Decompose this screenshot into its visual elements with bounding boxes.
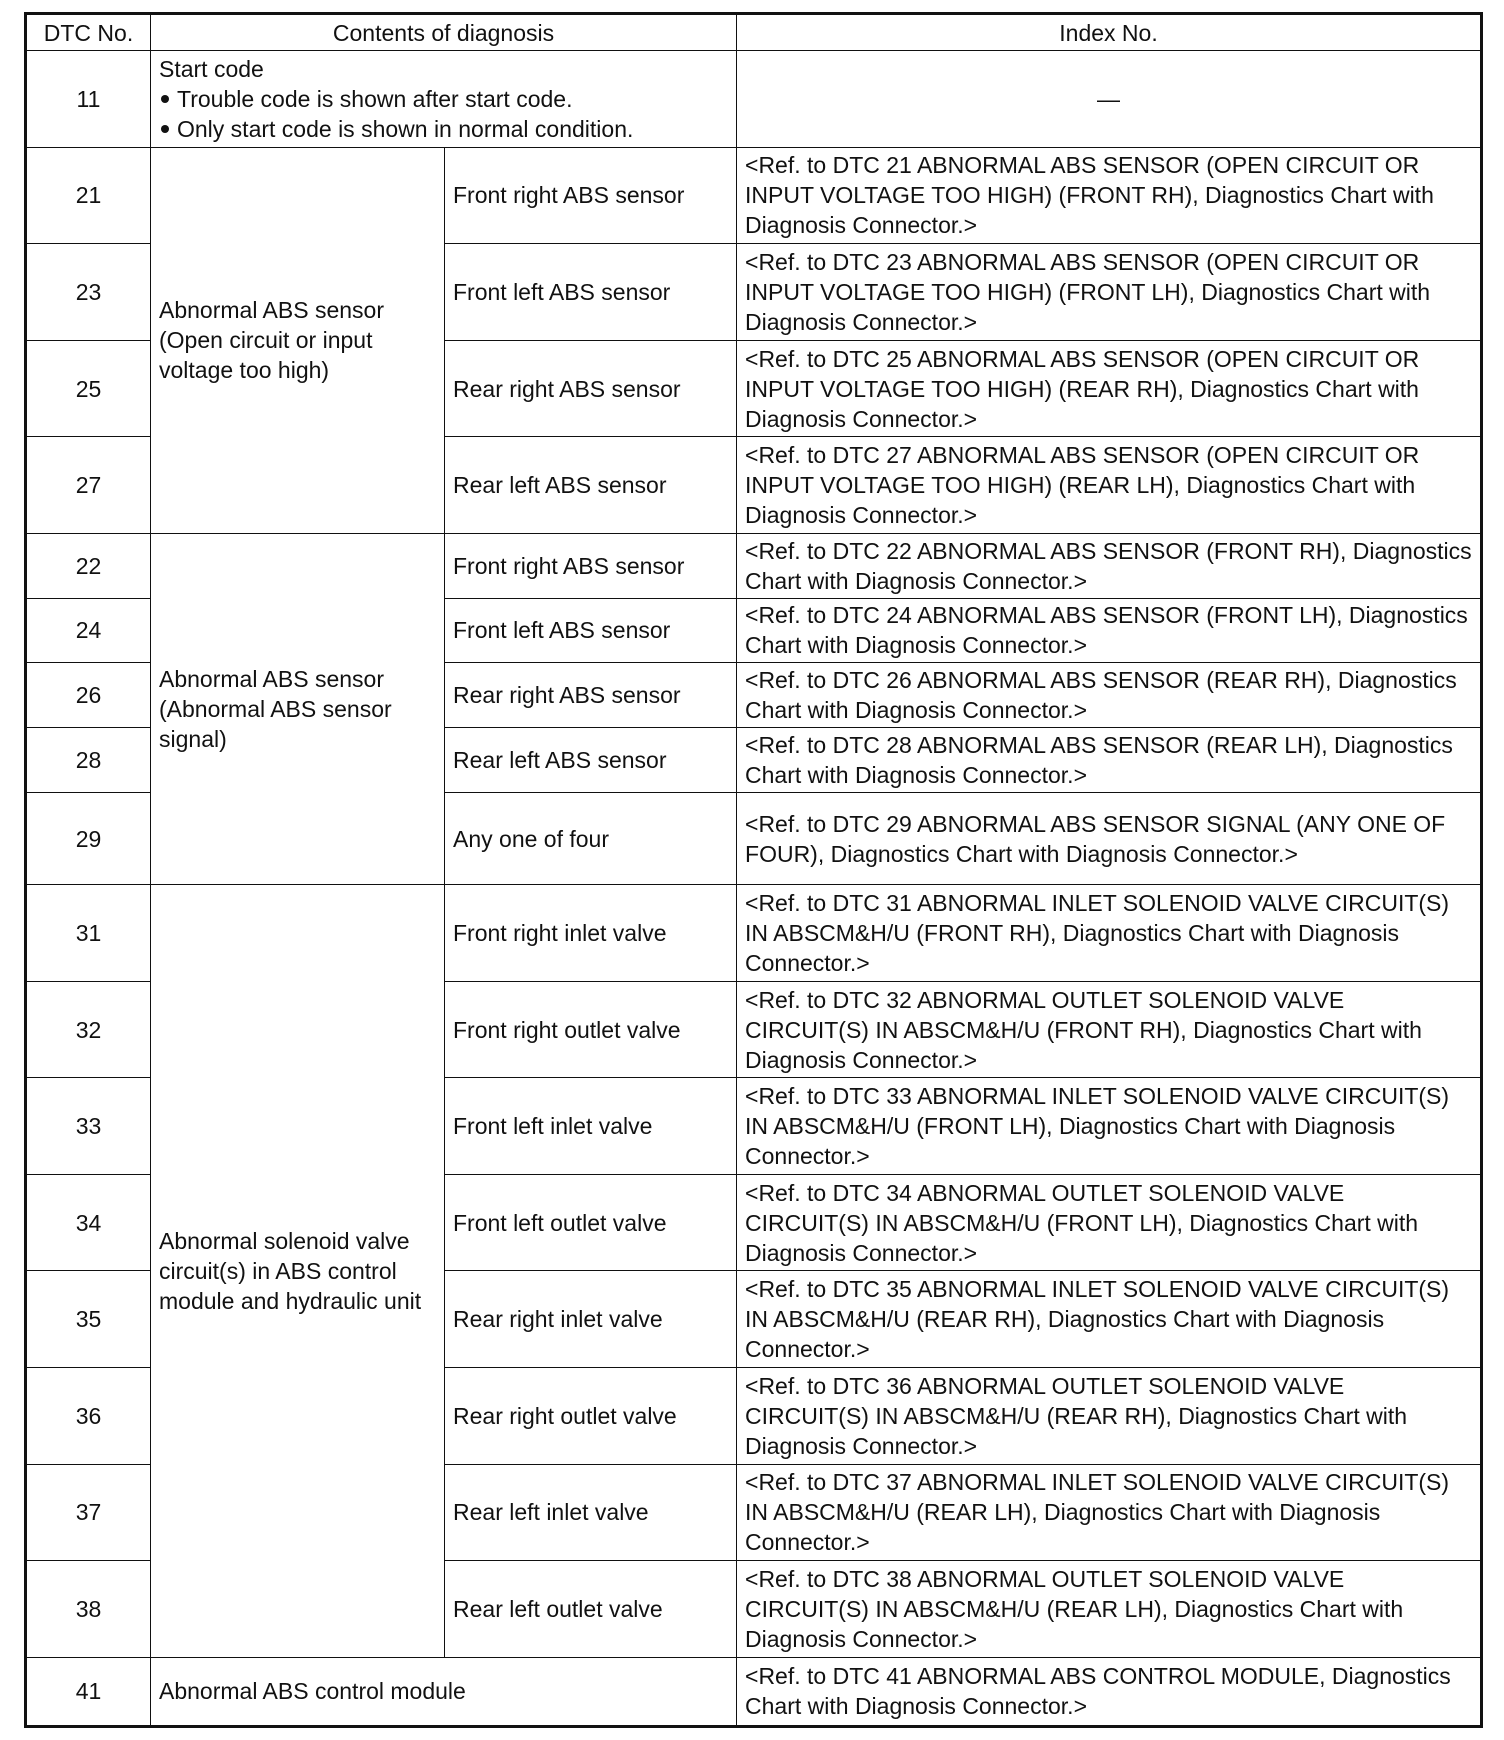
- diagnosis-item: Rear left outlet valve: [445, 1561, 737, 1658]
- start-code-cell: [151, 51, 737, 148]
- index-reference: —: [737, 51, 1482, 148]
- dtc-number: 22: [26, 533, 151, 598]
- dtc-number: 38: [26, 1561, 151, 1658]
- diagnosis-item: Rear right ABS sensor: [445, 663, 737, 728]
- index-reference: <Ref. to DTC 21 ABNORMAL ABS SENSOR (OPEN CIRCUIT OR INPUT VOLTAGE TOO HIGH) (FRONT RH), Diagnostics Chart with Diagnosis Connector.>: [737, 147, 1482, 244]
- index-reference: <Ref. to DTC 41 ABNORMAL ABS CONTROL MODULE, Diagnostics Chart with Diagnosis Connector.>: [737, 1657, 1482, 1726]
- index-reference: <Ref. to DTC 34 ABNORMAL OUTLET SOLENOID VALVE CIRCUIT(S) IN ABSCM&H/U (FRONT LH), Diagnostics Chart with Diagnosis Connector.>: [737, 1174, 1482, 1271]
- table-row: [26, 1657, 1482, 1726]
- header-index-no: Index No.: [737, 14, 1482, 51]
- diagnosis-item: Front right outlet valve: [445, 981, 737, 1078]
- start-code-note-text: Trouble code is shown after start code.: [177, 85, 573, 112]
- index-reference: <Ref. to DTC 23 ABNORMAL ABS SENSOR (OPEN CIRCUIT OR INPUT VOLTAGE TOO HIGH) (FRONT LH), Diagnostics Chart with Diagnosis Connector.>: [737, 244, 1482, 341]
- dtc-number: 25: [26, 340, 151, 437]
- diagnosis-item: Front right ABS sensor: [445, 533, 737, 598]
- dtc-number: 35: [26, 1271, 151, 1368]
- index-reference: <Ref. to DTC 33 ABNORMAL INLET SOLENOID VALVE CIRCUIT(S) IN ABSCM&H/U (FRONT LH), Diagnostics Chart with Diagnosis Connector.>: [737, 1078, 1482, 1175]
- diagnosis-item: Rear right inlet valve: [445, 1271, 737, 1368]
- diagnosis-item: Rear right ABS sensor: [445, 340, 737, 437]
- diagnosis-item: Front right inlet valve: [445, 885, 737, 982]
- dtc-number: 11: [26, 51, 151, 148]
- index-reference: <Ref. to DTC 31 ABNORMAL INLET SOLENOID VALVE CIRCUIT(S) IN ABSCM&H/U (FRONT RH), Diagnostics Chart with Diagnosis Connector.>: [737, 885, 1482, 982]
- index-reference: <Ref. to DTC 27 ABNORMAL ABS SENSOR (OPEN CIRCUIT OR INPUT VOLTAGE TOO HIGH) (REAR LH), Diagnostics Chart with Diagnosis Connector.>: [737, 437, 1482, 534]
- diagnosis-group-label: Abnormal ABS sensor (Open circuit or input voltage too high): [151, 147, 445, 533]
- index-reference: <Ref. to DTC 22 ABNORMAL ABS SENSOR (FRONT RH), Diagnostics Chart with Diagnosis Connector.>: [737, 533, 1482, 598]
- bullet-icon: [161, 95, 169, 103]
- index-reference: <Ref. to DTC 32 ABNORMAL OUTLET SOLENOID VALVE CIRCUIT(S) IN ABSCM&H/U (FRONT RH), Diagnostics Chart with Diagnosis Connector.>: [737, 981, 1482, 1078]
- diagnosis-item: Front left ABS sensor: [445, 598, 737, 663]
- diagnosis-item: Rear left inlet valve: [445, 1464, 737, 1561]
- diagnosis-item: Rear left ABS sensor: [445, 437, 737, 534]
- table-row: [26, 51, 1482, 148]
- table-row: [26, 147, 1482, 244]
- diagnosis-item: Rear right outlet valve: [445, 1368, 737, 1465]
- diagnosis-item: Front right ABS sensor: [445, 147, 737, 244]
- bullet-icon: [161, 125, 169, 133]
- dtc-table-body: [26, 51, 1482, 1727]
- table-row: [26, 533, 1482, 598]
- dtc-number: 32: [26, 981, 151, 1078]
- start-code-note-text: Only start code is shown in normal condition.: [177, 115, 634, 142]
- start-code-note: [159, 114, 728, 144]
- dtc-number: 21: [26, 147, 151, 244]
- header-contents: Contents of diagnosis: [151, 14, 737, 51]
- table-row: [26, 885, 1482, 982]
- dtc-number: 29: [26, 792, 151, 884]
- index-reference: <Ref. to DTC 35 ABNORMAL INLET SOLENOID VALVE CIRCUIT(S) IN ABSCM&H/U (REAR RH), Diagnostics Chart with Diagnosis Connector.>: [737, 1271, 1482, 1368]
- header-row: [26, 14, 1482, 51]
- diagnosis-item: Any one of four: [445, 792, 737, 884]
- start-code-title: Start code: [159, 55, 264, 82]
- dtc-number: 31: [26, 885, 151, 982]
- index-reference: <Ref. to DTC 38 ABNORMAL OUTLET SOLENOID VALVE CIRCUIT(S) IN ABSCM&H/U (REAR LH), Diagnostics Chart with Diagnosis Connector.>: [737, 1561, 1482, 1658]
- diagnosis-group-label: Abnormal ABS control module: [151, 1657, 737, 1726]
- index-reference: <Ref. to DTC 25 ABNORMAL ABS SENSOR (OPEN CIRCUIT OR INPUT VOLTAGE TOO HIGH) (REAR RH), Diagnostics Chart with Diagnosis Connector.>: [737, 340, 1482, 437]
- dtc-number: 36: [26, 1368, 151, 1465]
- diagnosis-item: Front left outlet valve: [445, 1174, 737, 1271]
- dtc-number: 23: [26, 244, 151, 341]
- index-reference: <Ref. to DTC 28 ABNORMAL ABS SENSOR (REAR LH), Diagnostics Chart with Diagnosis Connector.>: [737, 728, 1482, 793]
- dtc-number: 33: [26, 1078, 151, 1175]
- dtc-number: 37: [26, 1464, 151, 1561]
- diagnosis-item: Front left inlet valve: [445, 1078, 737, 1175]
- index-reference: <Ref. to DTC 26 ABNORMAL ABS SENSOR (REAR RH), Diagnostics Chart with Diagnosis Connector.>: [737, 663, 1482, 728]
- dtc-number: 27: [26, 437, 151, 534]
- dtc-number: 34: [26, 1174, 151, 1271]
- dtc-number: 41: [26, 1657, 151, 1726]
- diagnosis-group-label: Abnormal ABS sensor (Abnormal ABS sensor signal): [151, 533, 445, 884]
- dtc-number: 28: [26, 728, 151, 793]
- dtc-table-page: [24, 12, 1480, 1728]
- index-reference: <Ref. to DTC 37 ABNORMAL INLET SOLENOID VALVE CIRCUIT(S) IN ABSCM&H/U (REAR LH), Diagnostics Chart with Diagnosis Connector.>: [737, 1464, 1482, 1561]
- header-dtc-no: DTC No.: [26, 14, 151, 51]
- diagnosis-item: Rear left ABS sensor: [445, 728, 737, 793]
- dtc-number: 24: [26, 598, 151, 663]
- dtc-number: 26: [26, 663, 151, 728]
- dtc-table: [24, 12, 1483, 1728]
- start-code-note: [159, 84, 728, 114]
- index-reference: <Ref. to DTC 29 ABNORMAL ABS SENSOR SIGNAL (ANY ONE OF FOUR), Diagnostics Chart with Diagnosis Connector.>: [737, 792, 1482, 884]
- diagnosis-item: Front left ABS sensor: [445, 244, 737, 341]
- index-reference: <Ref. to DTC 24 ABNORMAL ABS SENSOR (FRONT LH), Diagnostics Chart with Diagnosis Connector.>: [737, 598, 1482, 663]
- index-reference: <Ref. to DTC 36 ABNORMAL OUTLET SOLENOID VALVE CIRCUIT(S) IN ABSCM&H/U (REAR RH), Diagnostics Chart with Diagnosis Connector.>: [737, 1368, 1482, 1465]
- diagnosis-group-label: Abnormal solenoid valve circuit(s) in ABS control module and hydraulic unit: [151, 885, 445, 1658]
